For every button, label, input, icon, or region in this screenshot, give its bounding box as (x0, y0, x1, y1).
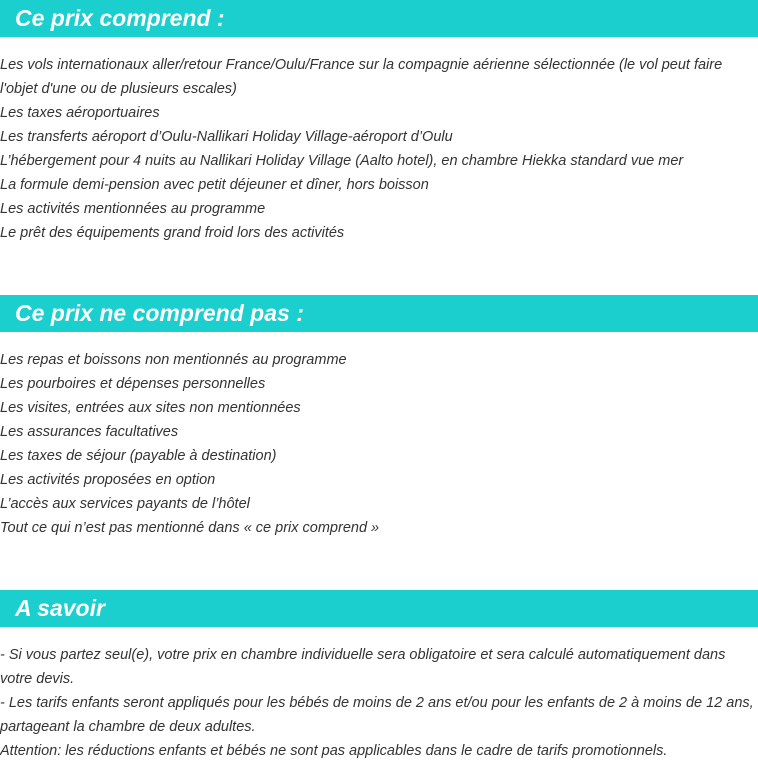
list-item: Les assurances facultatives (0, 424, 179, 440)
list-item: Les visites, entrées aux sites non mentionnées (0, 400, 301, 416)
section-header-info (0, 590, 758, 627)
list-item: Les repas et boissons non mentionnés au programme (0, 352, 347, 368)
list-item: Les vols internationaux aller/retour France/Oulu/France sur la compagnie aérienne sélectionnée (le vol peut faire l'objet d'une ou de plusieurs escales) (0, 57, 723, 97)
section-title: Ce prix ne comprend pas : (15, 300, 304, 326)
list-item: - Les tarifs enfants seront appliqués pour les bébés de moins de 2 ans et/ou pour les enfants de 2 à moins de 12 ans, partageant la chambre de deux adultes. (0, 695, 754, 735)
list-item: Les pourboires et dépenses personnelles (0, 376, 266, 392)
section-title: Ce prix comprend : (15, 5, 225, 31)
list-item: Les taxes aéroportuaires (0, 105, 160, 121)
list-item: Les transferts aéroport d’Oulu-Nallikari Holiday Village-aéroport d’Oulu (0, 129, 453, 145)
list-item: L’hébergement pour 4 nuits au Nallikari Holiday Village (Aalto hotel), en chambre Hiekka standard vue mer (0, 153, 684, 169)
section-body-excludes (0, 348, 758, 540)
list-item: L’accès aux services payants de l’hôtel (0, 496, 250, 512)
list-item: Les activités mentionnées au programme (0, 201, 266, 217)
list-item: Tout ce qui n’est pas mentionné dans « ce prix comprend » (0, 520, 380, 536)
list-item: Attention: les réductions enfants et bébés ne sont pas applicables dans le cadre de tarifs promotionnels. (0, 743, 668, 759)
section-body-includes (0, 53, 758, 245)
list-item: Les taxes de séjour (payable à destination) (0, 448, 277, 464)
list-item: - Si vous partez seul(e), votre prix en chambre individuelle sera obligatoire et sera calculé automatiquement dans votre devis. (0, 647, 726, 687)
section-body-info (0, 643, 758, 763)
section-header-excludes (0, 295, 758, 332)
list-item: Les activités proposées en option (0, 472, 216, 488)
list-item: Le prêt des équipements grand froid lors des activités (0, 225, 345, 241)
section-header-includes (0, 0, 758, 37)
list-item: La formule demi-pension avec petit déjeuner et dîner, hors boisson (0, 177, 429, 193)
section-title: A savoir (15, 595, 105, 621)
